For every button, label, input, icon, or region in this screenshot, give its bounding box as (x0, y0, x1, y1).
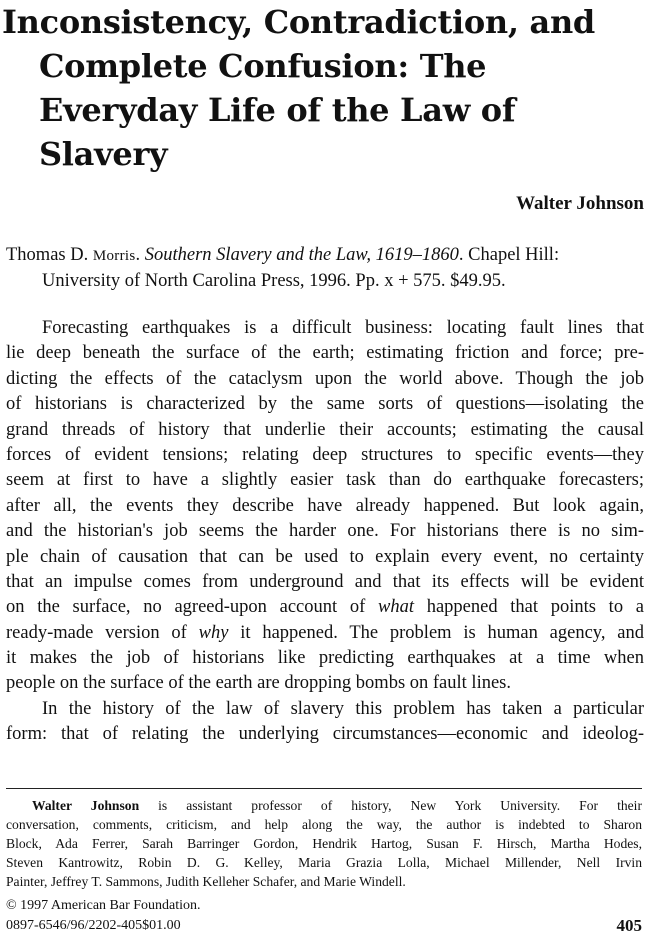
body-line: form: that of relating the underlying circumstances—economic and ideolog- (6, 724, 644, 745)
citation-line-2: University of North Carolina Press, 1996. Pp. x + 575. $49.95. (42, 271, 506, 291)
citation-author-last: Morris (92, 248, 136, 264)
body-line: dicting the effects of the cataclysm upon the world above. Though the job (6, 368, 644, 389)
article-body (6, 316, 644, 748)
issn-line: 0897-6546/96/2202-405$01.00 (6, 918, 181, 933)
citation-author-initial: D. (65, 245, 93, 265)
body-emphasis-why: why (198, 622, 229, 643)
footnote-line: Painter, Jeffrey T. Sammons, Judith Kelleher Schafer, and Marie Windell. (6, 874, 406, 889)
citation-book-title: Southern Slavery and the Law (144, 245, 367, 265)
author-footnote (6, 796, 642, 891)
body-line: that an impulse comes from underground and that its effects will be evident (6, 571, 644, 592)
body-text: on the surface, no agreed-upon account of (6, 597, 378, 618)
body-line: it makes the job of historians like predicting earthquakes at a time when (6, 648, 644, 669)
title-line: Complete Confusion: The (39, 47, 487, 85)
article-author: Walter Johnson (516, 193, 644, 214)
body-line: lie deep beneath the surface of the earth; estimating friction and force; pre- (6, 343, 644, 364)
body-line: seem at first to have a slightly easier task than do earthquake forecasters; (6, 470, 644, 491)
title-line: Everyday Life of the Law of (39, 91, 516, 129)
body-line: ple chain of causation that can be used to explain every event, no certainty (6, 546, 644, 567)
body-line: of historians is characterized by the same sorts of questions—isolating the (6, 394, 644, 415)
body-line (6, 595, 644, 620)
body-line: In the history of the law of slavery this problem has taken a particular (42, 698, 644, 719)
title-line: Inconsistency, Contradiction, and (2, 3, 595, 41)
copyright-line: © 1997 American Bar Foundation. (6, 898, 201, 913)
body-line: forces of evident tensions; relating deep structures to specific events—they (6, 444, 644, 465)
citation-book-years: , 1619–1860 (366, 245, 459, 265)
footnote-divider (6, 788, 642, 789)
body-text: it happened. The problem is human agency, and (228, 622, 645, 643)
body-line: grand threads of history that underlie their accounts; estimating the causal (6, 419, 644, 440)
footnote-line (6, 796, 642, 815)
body-line: and the historian's job seems the harder one. For historians there is no sim- (6, 521, 644, 542)
page-number: 405 (616, 916, 642, 935)
body-text: ready-made version of (6, 622, 199, 643)
footnote-line: Block, Ada Ferrer, Sarah Barringer Gordon, Hendrik Hartog, Susan F. Hirsch, Martha Hodes, (6, 836, 642, 851)
body-line: people on the surface of the earth are dropping bombs on fault lines. (6, 673, 511, 694)
citation-line-1 (6, 243, 642, 269)
book-citation (6, 243, 642, 294)
body-emphasis-what: what (378, 597, 414, 618)
footnote-line: Steven Kantrowitz, Robin D. G. Kelley, Maria Grazia Lolla, Michael Millender, Nell Irvin (6, 855, 642, 870)
citation-publisher-start: . Chapel Hill: (458, 245, 560, 265)
citation-author-first: Thomas (6, 245, 66, 265)
body-line (6, 621, 644, 646)
body-text: happened that points to a (413, 597, 644, 618)
footnote-text: is assistant professor of history, New York University. For their (139, 798, 642, 813)
footnote-author-name: Walter Johnson (32, 798, 140, 813)
footnote-line: conversation, comments, criticism, and help along the way, the author is indebted to Sharon (6, 817, 642, 832)
title-line: Slavery (39, 135, 168, 173)
copyright-block (6, 896, 201, 936)
body-line: Forecasting earthquakes is a difficult business: locating fault lines that (42, 318, 644, 338)
article-title (2, 0, 632, 176)
citation-separator: . (135, 245, 145, 265)
body-line: after all, the events they describe have already happened. But look again, (6, 495, 644, 516)
